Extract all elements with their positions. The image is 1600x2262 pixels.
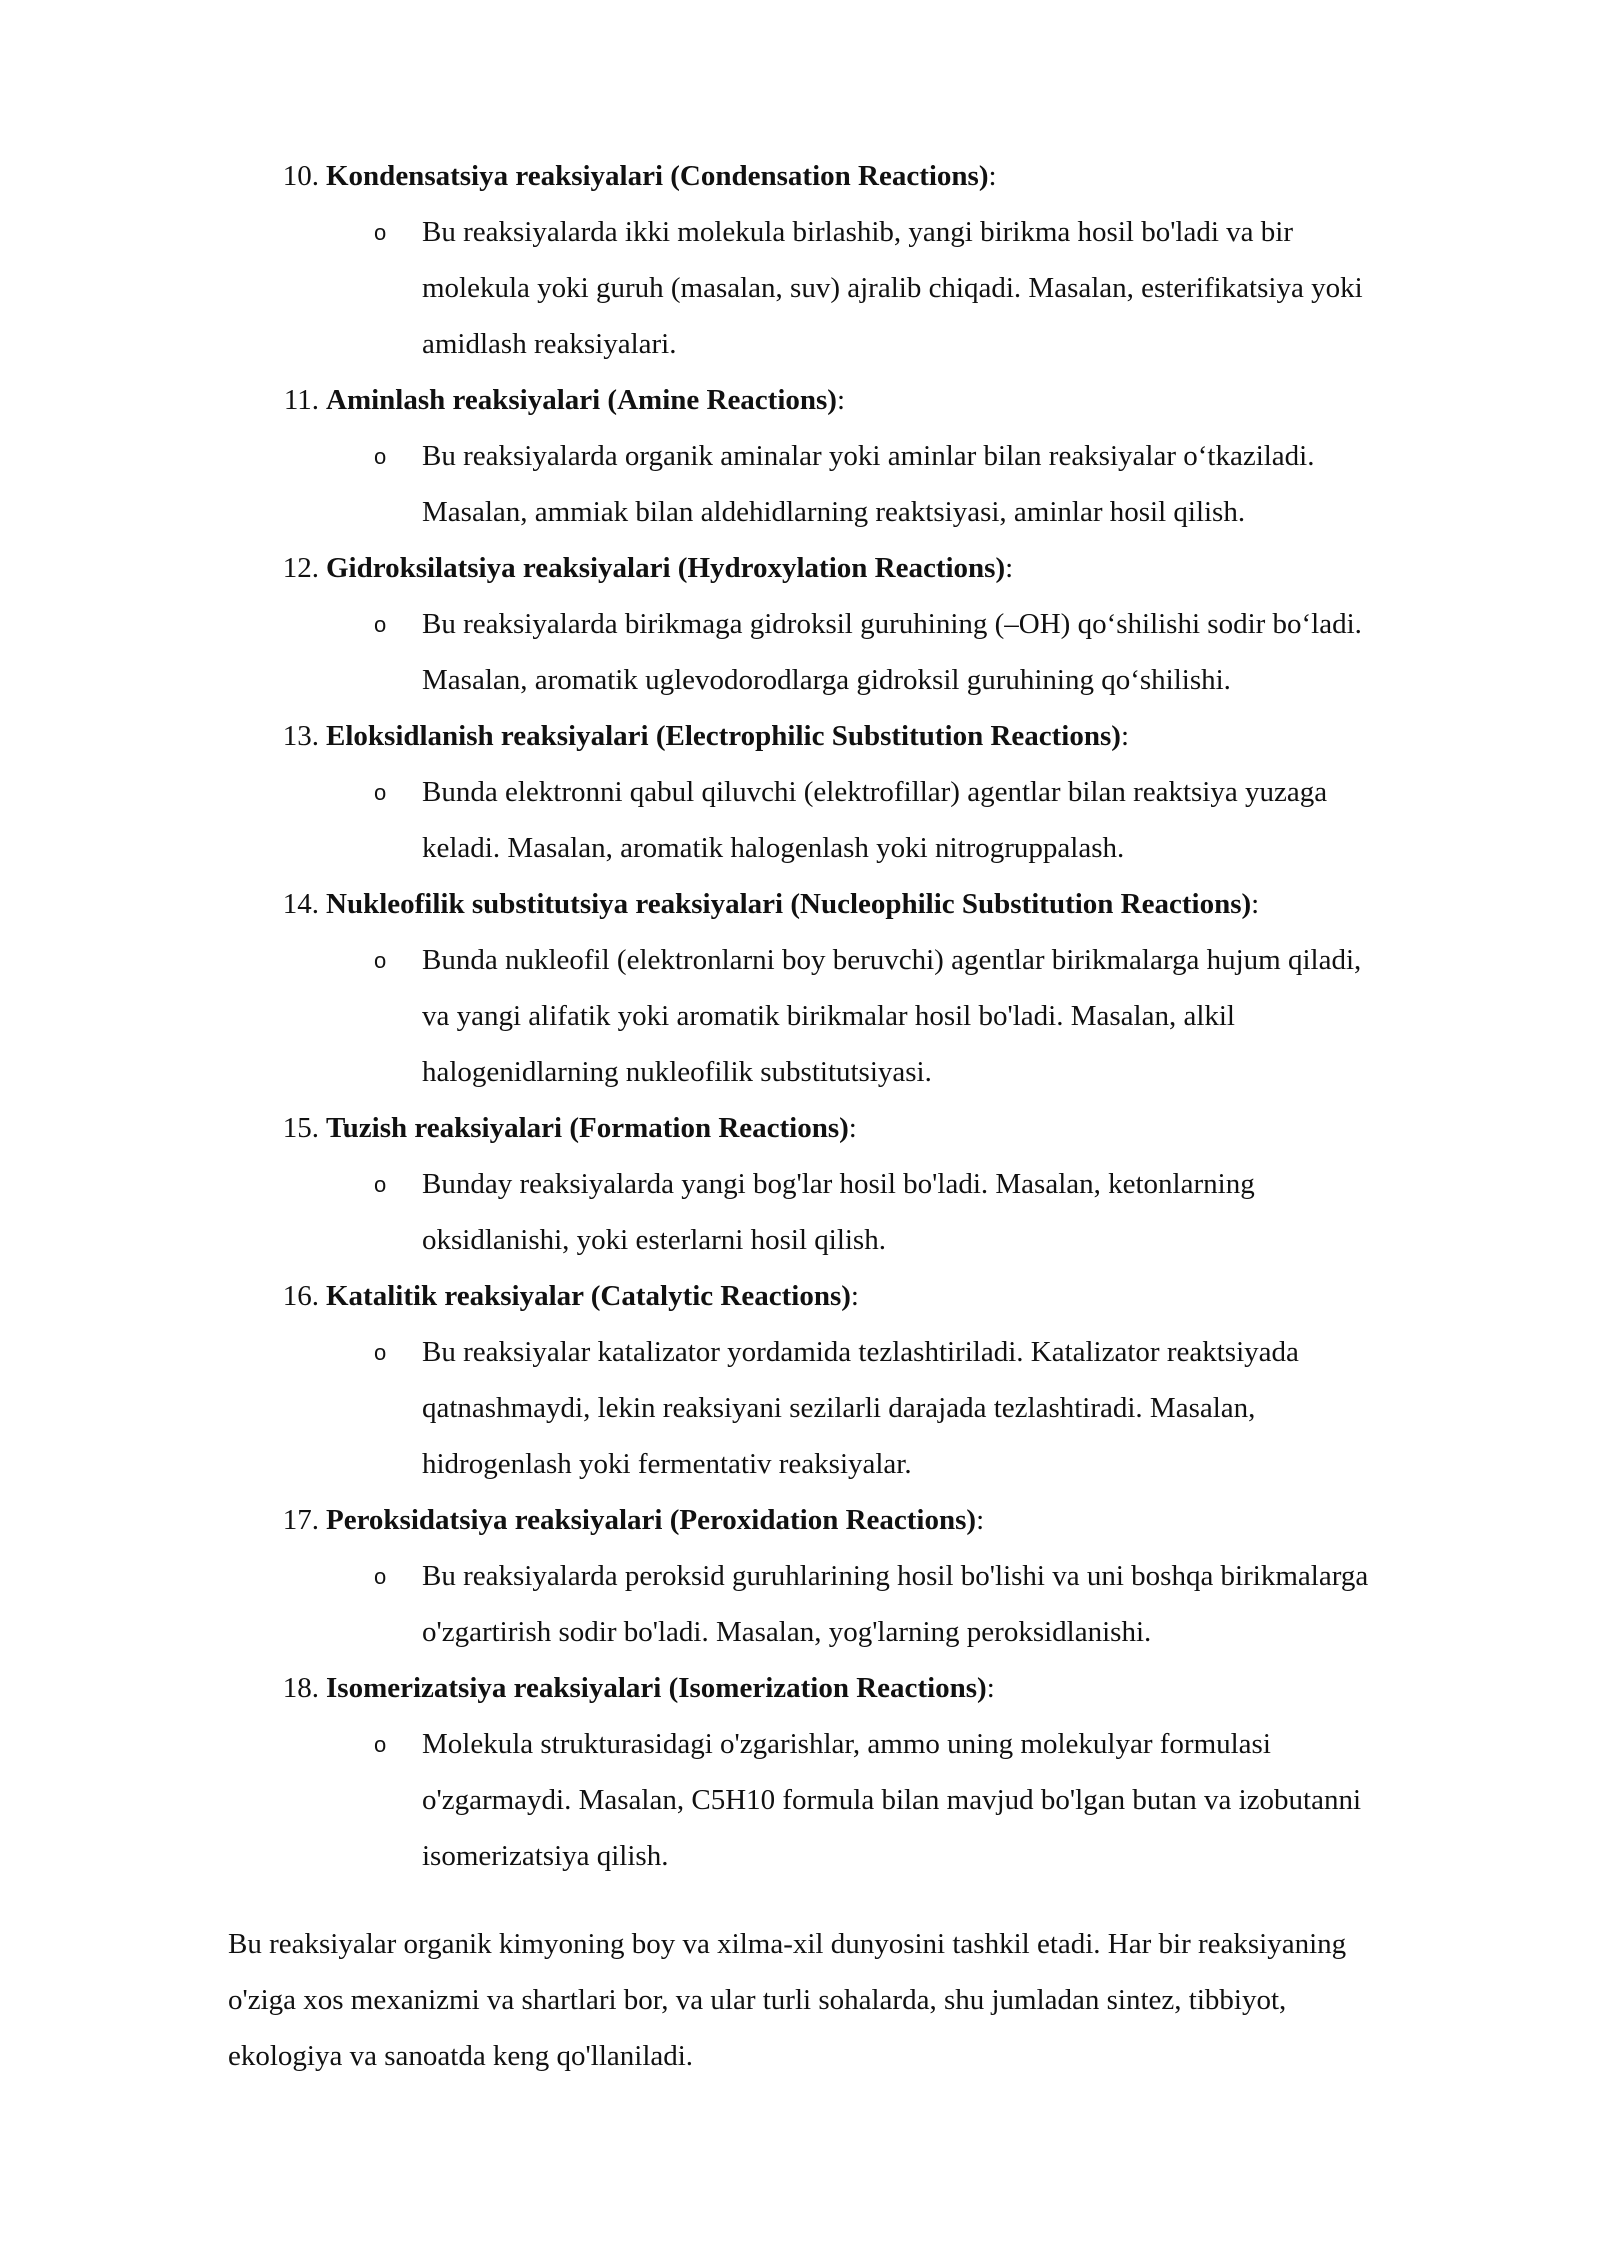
item-title: Kondensatsiya reaksiyalari (Condensation Reactions)	[326, 160, 989, 192]
item-title: Nukleofilik substitutsiya reaksiyalari (Nucleophilic Substitution Reactions)	[326, 888, 1252, 920]
closing-text-line: Bu reaksiyalar organik kimyoning boy va xilma-xil dunyosini tashkil etadi. Har bir reaksiyaning	[228, 1928, 1347, 1960]
bullet-marker: o	[374, 1564, 387, 1589]
bullet-text-line: amidlash reaksiyalari.	[422, 328, 677, 360]
item-number: 17.	[282, 1504, 319, 1536]
bullet-text-line: Bunda elektronni qabul qiluvchi (elektrofillar) agentlar bilan reaktsiya yuzaga	[422, 776, 1328, 808]
bullet-marker: o	[374, 1172, 387, 1197]
item-colon: :	[976, 1504, 985, 1536]
item-heading	[0, 540, 1600, 596]
bullet-text-line: Masalan, aromatik uglevodorodlarga gidroksil guruhining qo‘shilishi.	[422, 664, 1231, 696]
bullet-text-line: Bunda nukleofil (elektronlarni boy beruvchi) agentlar birikmalarga hujum qiladi,	[422, 944, 1362, 976]
bullet-text-line: o'zgarmaydi. Masalan, C5H10 formula bilan mavjud bo'lgan butan va izobutanni	[422, 1784, 1362, 1816]
bullet-text-line: isomerizatsiya qilish.	[422, 1840, 669, 1872]
bullet-text-line: Masalan, ammiak bilan aldehidlarning reaktsiyasi, aminlar hosil qilish.	[422, 496, 1246, 528]
numbered-list	[0, 148, 1600, 1884]
item-number: 15.	[282, 1112, 319, 1144]
item-colon: :	[836, 384, 846, 416]
bullet-marker: o	[374, 612, 387, 637]
item-title: Katalitik reaksiyalar (Catalytic Reactions)	[326, 1280, 851, 1312]
item-number: 12.	[282, 552, 319, 584]
list-item	[0, 372, 1600, 540]
item-colon: :	[1005, 552, 1014, 584]
item-colon: :	[986, 1672, 995, 1704]
item-number: 11.	[283, 384, 319, 416]
item-number: 10.	[282, 160, 319, 192]
sub-bullet	[0, 596, 1600, 708]
bullet-text-line: molekula yoki guruh (masalan, suv) ajralib chiqadi. Masalan, esterifikatsiya yoki	[422, 272, 1363, 304]
closing-text-line: ekologiya va sanoatda keng qo'llaniladi.	[228, 2040, 694, 2072]
item-colon: :	[848, 1112, 857, 1144]
item-colon: :	[1251, 888, 1260, 920]
bullet-text-line: Bu reaksiyalarda ikki molekula birlashib, yangi birikma hosil bo'ladi va bir	[422, 216, 1294, 248]
sub-bullet	[0, 1548, 1600, 1660]
item-colon: :	[850, 1280, 859, 1312]
list-item	[0, 540, 1600, 708]
sub-bullet	[0, 428, 1600, 540]
list-item	[0, 1660, 1600, 1884]
list-item	[0, 708, 1600, 876]
item-colon: :	[1120, 720, 1129, 752]
sub-bullet	[0, 1156, 1600, 1268]
item-number: 14.	[282, 888, 319, 920]
bullet-marker: o	[374, 948, 387, 973]
item-heading	[0, 1492, 1600, 1548]
bullet-text-line: Bu reaksiyalarda peroksid guruhlarining hosil bo'lishi va uni boshqa birikmalarga	[422, 1560, 1369, 1592]
bullet-text-line: keladi. Masalan, aromatik halogenlash yoki nitrogruppalash.	[422, 832, 1125, 864]
item-number: 13.	[282, 720, 319, 752]
bullet-text-line: hidrogenlash yoki fermentativ reaksiyalar.	[422, 1448, 912, 1480]
bullet-text-line: Bunday reaksiyalarda yangi bog'lar hosil bo'ladi. Masalan, ketonlarning	[422, 1168, 1255, 1200]
closing-text-line: o'ziga xos mexanizmi va shartlari bor, va ular turli sohalarda, shu jumladan sintez, tibbiyot,	[228, 1984, 1287, 2016]
item-number: 16.	[282, 1280, 319, 1312]
list-item	[0, 1268, 1600, 1492]
item-title: Tuzish reaksiyalari (Formation Reactions)	[326, 1112, 849, 1144]
item-heading	[0, 148, 1600, 204]
sub-bullet	[0, 1324, 1600, 1492]
item-title: Peroksidatsiya reaksiyalari (Peroxidation Reactions)	[326, 1504, 977, 1536]
bullet-text-line: Bu reaksiyalarda organik aminalar yoki aminlar bilan reaksiyalar o‘tkaziladi.	[422, 440, 1315, 472]
list-item	[0, 148, 1600, 372]
item-title: Isomerizatsiya reaksiyalari (Isomerization Reactions)	[326, 1672, 987, 1704]
bullet-text-line: Molekula strukturasidagi o'zgarishlar, ammo uning molekulyar formulasi	[422, 1728, 1271, 1760]
bullet-marker: o	[374, 220, 387, 245]
sub-bullet	[0, 932, 1600, 1100]
bullet-marker: o	[374, 444, 387, 469]
item-heading	[0, 1100, 1600, 1156]
item-heading	[0, 372, 1600, 428]
item-title: Aminlash reaksiyalari (Amine Reactions)	[326, 384, 837, 416]
list-item	[0, 876, 1600, 1100]
item-heading	[0, 1268, 1600, 1324]
item-heading	[0, 1660, 1600, 1716]
bullet-text-line: va yangi alifatik yoki aromatik birikmalar hosil bo'ladi. Masalan, alkil	[422, 1000, 1235, 1032]
bullet-text-line: Bu reaksiyalar katalizator yordamida tezlashtiriladi. Katalizator reaktsiyada	[422, 1336, 1299, 1368]
item-number: 18.	[282, 1672, 319, 1704]
bullet-text-line: halogenidlarning nukleofilik substitutsiyasi.	[422, 1056, 932, 1088]
item-colon: :	[988, 160, 997, 192]
list-item	[0, 1492, 1600, 1660]
sub-bullet	[0, 1716, 1600, 1884]
bullet-marker: o	[374, 1340, 387, 1365]
bullet-marker: o	[374, 1732, 387, 1757]
sub-bullet	[0, 764, 1600, 876]
item-title: Gidroksilatsiya reaksiyalari (Hydroxylation Reactions)	[326, 552, 1006, 584]
item-heading	[0, 876, 1600, 932]
sub-bullet	[0, 204, 1600, 372]
bullet-text-line: Bu reaksiyalarda birikmaga gidroksil guruhining (–OH) qo‘shilishi sodir bo‘ladi.	[422, 608, 1362, 640]
list-item	[0, 1100, 1600, 1268]
bullet-text-line: qatnashmaydi, lekin reaksiyani sezilarli darajada tezlashtiradi. Masalan,	[422, 1392, 1256, 1424]
item-title: Eloksidlanish reaksiyalari (Electrophilic Substitution Reactions)	[326, 720, 1121, 752]
bullet-marker: o	[374, 780, 387, 805]
bullet-text-line: o'zgartirish sodir bo'ladi. Masalan, yog'larning peroksidlanishi.	[422, 1616, 1152, 1648]
bullet-text-line: oksidlanishi, yoki esterlarni hosil qilish.	[422, 1224, 886, 1256]
item-heading	[0, 708, 1600, 764]
closing-paragraph	[228, 1916, 1528, 2084]
